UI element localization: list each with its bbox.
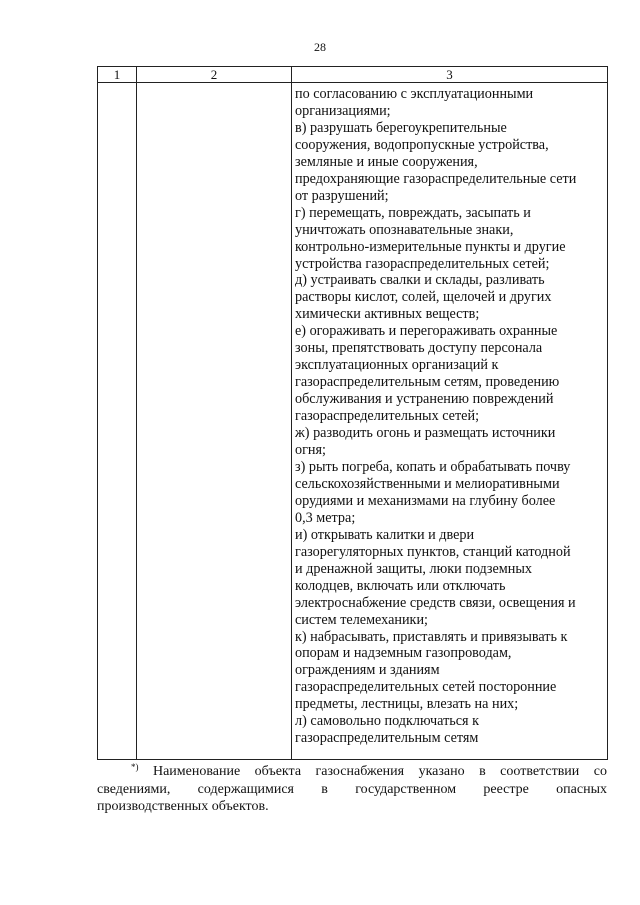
- text-line: е) огораживать и перегораживать охранные: [295, 323, 558, 340]
- column-header-3: 3: [292, 67, 608, 83]
- page-number: 28: [314, 40, 326, 54]
- text-line: зоны, препятствовать доступу персонала: [295, 340, 543, 357]
- text-line: устройства газораспределительных сетей;: [295, 255, 550, 272]
- text-line: по согласованию с эксплуатационными: [295, 86, 534, 102]
- footnote-marker: *): [131, 762, 139, 772]
- table-cell-col1: [98, 83, 137, 760]
- text-line: газораспределительных сетей посторонние: [295, 679, 557, 696]
- text-line: к) набрасывать, приставлять и привязывать к: [295, 628, 568, 645]
- text-line: газораспределительных сетей;: [295, 408, 480, 425]
- text-line: сооружения, водопропускные устройства,: [295, 136, 549, 153]
- text-line: систем телемеханики;: [295, 611, 428, 628]
- text-line: электроснабжение средств связи, освещения и: [295, 594, 576, 611]
- text-line: д) устраивать свалки и склады, разливать: [295, 272, 545, 289]
- text-line: и дренажной защиты, люки подземных: [295, 560, 532, 577]
- text-line: з) рыть погреба, копать и обрабатывать почву: [295, 458, 571, 475]
- table-row: [98, 83, 608, 760]
- text-line: химически активных веществ;: [295, 306, 480, 323]
- text-line: организациями;: [295, 102, 391, 119]
- text-line: сельскохозяйственными и мелиоративными: [295, 475, 560, 492]
- text-line: контрольно-измерительные пункты и другие: [295, 238, 566, 255]
- footnote: [97, 763, 607, 816]
- text-line: эксплуатационных организаций к: [295, 357, 499, 374]
- footnote-text-1: Наименование объекта газоснабжения указано в соответствии со: [152, 764, 607, 779]
- text-line: предметы, лестницы, влезать на них;: [295, 696, 519, 713]
- text-line: от разрушений;: [295, 187, 389, 204]
- text-line: уничтожать опознавательные знаки,: [295, 221, 514, 238]
- table-cell-col2: [137, 83, 292, 760]
- text-line: в) разрушать берегоукрепительные: [295, 119, 507, 136]
- text-line: газораспределительным сетям: [295, 730, 479, 747]
- text-line: орудиями и механизмами на глубину более: [295, 492, 556, 509]
- text-line: обслуживания и устранению повреждений: [295, 391, 554, 408]
- footnote-line-2: сведениями, содержащимися в государственном реестре опасных: [97, 781, 607, 797]
- text-line: опорам и надземным газопроводам,: [295, 645, 512, 662]
- column-header-1: 1: [98, 67, 137, 83]
- footnote-line-3: производственных объектов.: [97, 799, 269, 814]
- table-cell-col3: [292, 83, 608, 760]
- table-header-row: [98, 67, 608, 83]
- text-line: огня;: [295, 442, 326, 459]
- text-line: 0,3 метра;: [295, 509, 356, 526]
- text-line: газорегуляторных пунктов, станций катодной: [295, 543, 571, 560]
- restrictions-text: [292, 83, 607, 747]
- text-line: земляные и иные сооружения,: [295, 153, 478, 170]
- text-line: предохраняющие газораспределительные сети: [295, 170, 577, 187]
- text-line: ограждениям и зданиям: [295, 662, 440, 679]
- text-line: л) самовольно подключаться к: [295, 713, 480, 730]
- document-table: [97, 66, 608, 760]
- text-line: г) перемещать, повреждать, засыпать и: [295, 204, 531, 221]
- text-line: ж) разводить огонь и размещать источники: [295, 425, 556, 442]
- text-line: растворы кислот, солей, щелочей и других: [295, 289, 552, 306]
- text-line: колодцев, включать или отключать: [295, 577, 506, 594]
- text-line: и) открывать калитки и двери: [295, 526, 475, 543]
- column-header-2: 2: [137, 67, 292, 83]
- footnote-line-1: [97, 763, 607, 781]
- text-line: газораспределительным сетям, проведению: [295, 374, 560, 391]
